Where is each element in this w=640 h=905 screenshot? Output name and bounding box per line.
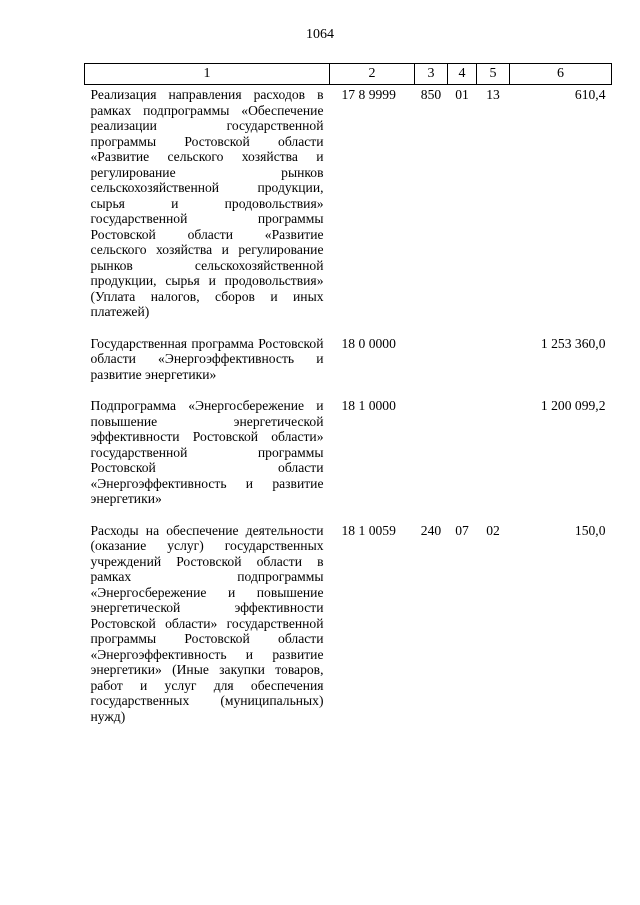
row-section [448,396,477,521]
row-expense-type: 850 [420,87,442,102]
row-expense-type [415,396,448,521]
table-header-row [85,64,612,85]
row-name: Расходы на обеспечение деятельности (оказание услуг) государственных учреждений Ростовской области в рамках подпрограммы «Энергосбережение и повышение энергетической эффективности Ростовской области» государственной программы Ростовской области «Энергоэффективность и развитие энергетики» (Иные закупки товаров, работ и услуг для обеспечения государственных (муниципальных) нужд) [90,522,324,724]
table-row [85,334,612,397]
row-expense-type: 240 [420,522,442,538]
row-amount: 1 200 099,2 [540,398,606,413]
row-section [448,334,477,397]
row-target-code: 18 1 0000 [341,398,396,413]
table-row [85,85,612,334]
row-name: Государственная программа Ростовской области «Энергоэффективность и развитие энергетики» [90,335,324,382]
column-header-sum: 6 [510,64,612,85]
row-subsection [477,334,510,397]
row-subsection [477,396,510,521]
row-subsection: 02 [486,522,500,538]
row-section: 01 [455,87,469,102]
row-name: Подпрограмма «Энергосбережение и повышение энергетической эффективности Ростовской области» государственной программы Ростовской области «Энергоэффективность и развитие энергетики» [90,398,324,506]
row-amount: 150,0 [574,522,606,538]
row-target-code: 18 0 0000 [341,335,396,351]
row-subsection: 13 [486,87,500,102]
column-header-name: 1 [85,64,330,85]
column-header-pr: 5 [477,64,510,85]
row-section: 07 [455,522,469,538]
table-row [85,396,612,521]
column-header-rz: 4 [448,64,477,85]
row-name: Реализация направления расходов в рамках подпрограммы «Обеспечение реализации государственной программы Ростовской области «Развитие сельского хозяйства и регулирование рынков сельскохозяйственной продукции, сырья и продовольствия» государственной программы Ростовской области «Развитие сельского хозяйства и регулирование рынков сельскохозяйственной продукции, сырья и продовольствия» (Уплата налогов, сборов и иных платежей) [90,87,324,319]
row-amount: 610,4 [574,87,606,102]
row-target-code: 18 1 0059 [341,522,396,538]
row-target-code: 17 8 9999 [341,87,396,102]
column-header-csr: 2 [330,64,415,85]
budget-table [84,63,612,738]
row-amount: 1 253 360,0 [540,335,606,351]
row-expense-type [415,334,448,397]
column-header-vr: 3 [415,64,448,85]
table-row [85,521,612,739]
page-number: 1064 [306,27,334,42]
